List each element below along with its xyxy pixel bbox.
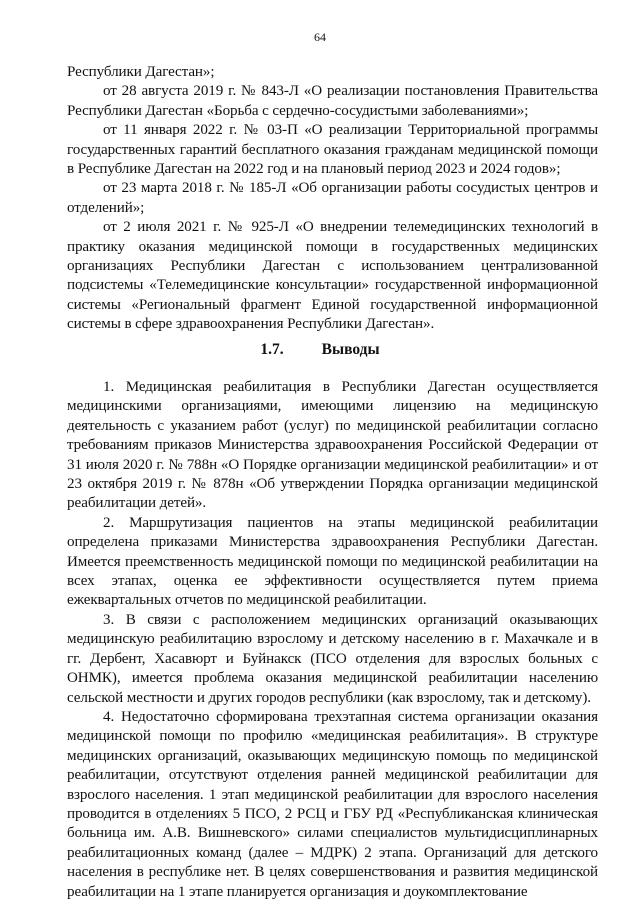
conclusion-item: 2. Маршрутизация пациентов на этапы медицинской реабилитации определена приказами Министерства здравоохранения Республики Дагестан. Имеется преемственность медицинской помощи по медицинской реабилитации на всех этапах, оценка ее эффективности осуществляется путем приема ежеквартальных отчетов по медицинской реабилитации. — [67, 514, 598, 609]
order-item: от 28 августа 2019 г. № 843-Л «О реализации постановления Правительства Республики Дагестан «Борьба с сердечно-сосудистыми заболеваниями»; — [67, 83, 598, 119]
orders-list — [67, 63, 598, 335]
conclusion-item: 4. Недостаточно сформирована трехэтапная система организации оказания медицинской помощи по профилю «медицинская реабилитация». В структуре медицинских организаций, оказывающих медицинскую помощь по медицинской реабилитации, отсутствуют отделения ранней медицинской реабилитации для взрослого населения. 1 этап медицинской реабилитации для взрослого населения проводится в отделениях 5 ПСО, 2 РСЦ и ГБУ РД «Республиканская клиническая больница им. А.В. Вишневского» силами специалистов мультидисциплинарных реабилитационных команд (далее – МДРК) 2 этапа. Организаций для детского населения в республике нет. В целях совершенствования и развития медицинской реабилитации на 1 этапе планируется организация и доукомплектование — [67, 708, 598, 900]
order-item: от 2 июля 2021 г. № 925-Л «О внедрении телемедицинских технологий в практику оказания медицинской помощи в государственных медицинских организациях Республики Дагестан с использованием централизованной подсистемы «Телемедицинские консультации» государственной информационной системы «Региональный фрагмент Единой государственной информационной системы в сфере здравоохранения Республики Дагестан». — [67, 219, 598, 333]
section-number: 1.7. — [260, 341, 284, 358]
conclusion-item: 1. Медицинская реабилитация в Республики Дагестан осуществляется медицинскими организациями, имеющими лицензию на медицинскую деятельность с указанием работ (услуг) по медицинской реабилитации согласно требованиям приказов Министерства здравоохранения Российской Федерации от 31 июля 2020 г. № 788н «О Порядке организации медицинской реабилитации» и от 23 октября 2019 г. № 878н «Об утверждении Порядка организации медицинской реабилитации детей». — [67, 379, 598, 512]
page-number: 64 — [314, 30, 326, 44]
order-item: от 23 марта 2018 г. № 185-Л «Об организации работы сосудистых центров и отделений»; — [67, 180, 598, 216]
section-heading — [0, 340, 640, 360]
conclusion-item: 3. В связи с расположением медицинских организаций оказывающих медицинскую реабилитацию взрослому и детскому населению в г. Махачкале и в гг. Дербент, Хасавюрт и Буйнакск (ПСО отделения для взрослых больных с ОНМК), имеется проблема оказания медицинской реабилитации населению сельской местности и других городов республики (как взрослому, так и детскому). — [67, 611, 598, 706]
conclusions-list — [67, 378, 598, 902]
paragraph-continuation: Республики Дагестан»; — [67, 64, 215, 80]
section-title: Выводы — [321, 341, 380, 358]
order-item: от 11 января 2022 г. № 03-П «О реализации Территориальной программы государственных гарантий бесплатного оказания гражданам медицинской помощи в Республике Дагестан на 2022 год и на плановый период 2023 и 2024 годов»; — [67, 122, 598, 178]
